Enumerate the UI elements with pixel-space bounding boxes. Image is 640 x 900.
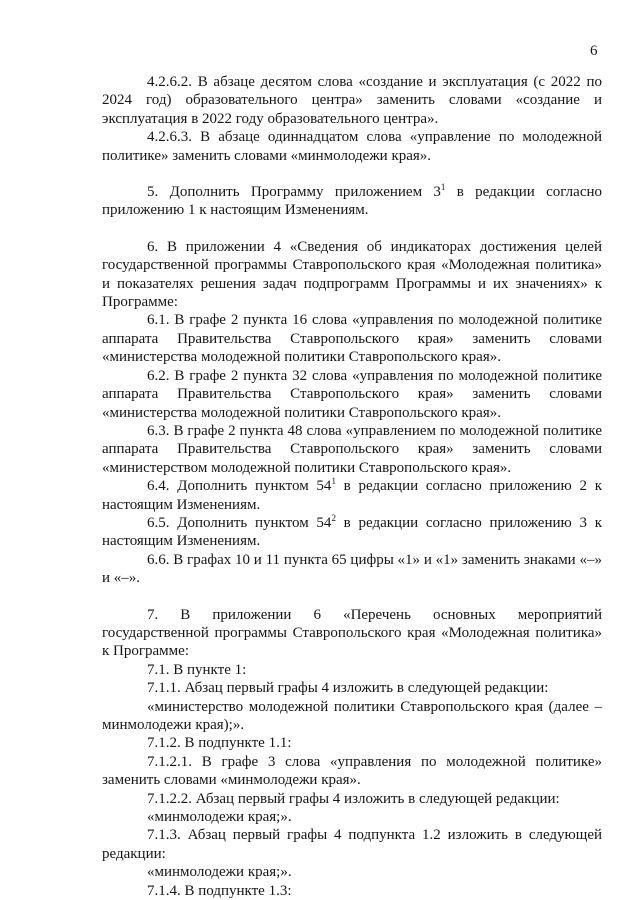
paragraph-7-1: 7.1. В пункте 1: — [147, 661, 247, 678]
paragraph-5 — [102, 183, 602, 220]
paragraph-text: 5. Дополнить Программу приложением 3 — [147, 184, 441, 201]
paragraph-6-6: 6.6. В графах 10 и 11 пункта 65 цифры «1» и «1» заменить знаками «–» и «–». — [102, 551, 602, 587]
paragraph-7-1-2: 7.1.2. В подпункте 1.1: — [147, 735, 292, 752]
blank-line — [102, 165, 602, 183]
paragraph-6-2: 6.2. В графе 2 пункта 32 слова «управления по молодежной политике аппарата Правительства Ставропольского края» заменить словами «министерства молодежной политики Ставропольского края». — [102, 367, 602, 421]
paragraph-7-1-4: 7.1.4. В подпункте 1.3: — [147, 882, 292, 899]
paragraph-4-2-6-2: 4.2.6.2. В абзаце десятом слова «создание и эксплуатация (с 2022 по 2024 год) образовательного центра» заменить словами «создание и эксплуатация в 2022 году образовательного центра». — [102, 74, 602, 127]
paragraph-quote-minmolodezhi-2: «минмолодежи края;». — [147, 864, 292, 881]
superscript-index: 1 — [331, 476, 336, 487]
paragraph-6-5 — [102, 514, 602, 551]
superscript-index: 1 — [440, 182, 446, 193]
paragraph-text: в редакции согласно приложению 2 к настоящим Изменениям. — [102, 478, 602, 513]
paragraph-6-3: 6.3. В графе 2 пункта 48 слова «управлением по молодежной политике аппарата Правительства Ставропольского края» заменить словами «министерством молодежной политики Ставропольского края». — [102, 422, 602, 476]
paragraph-7: 7. В приложении 6 «Перечень основных мероприятий государственной программы Ставропольского края «Молодежная политика» к Программе: — [102, 606, 602, 660]
paragraph-quote-minmolodezhi-1: «минмолодежи края;». — [147, 809, 292, 826]
page-number: 6 — [590, 43, 598, 59]
paragraph-7-1-3: 7.1.3. Абзац первый графы 4 подпункта 1.2 изложить в следующей редакции: — [102, 827, 602, 862]
blank-line — [102, 588, 602, 606]
paragraph-7-1-1: 7.1.1. Абзац первый графы 4 изложить в следующей редакции: — [147, 680, 549, 697]
paragraph-text: 6.5. Дополнить пунктом 54 — [147, 514, 332, 531]
paragraph-6: 6. В приложении 4 «Сведения об индикаторах достижения целей государственной программы Ставропольского края «Молодежная политика» и показателях решения задач подпрограмм Программы и их значениях» к Программе: — [102, 238, 602, 311]
document-body — [102, 73, 602, 900]
superscript-index: 2 — [331, 512, 336, 523]
paragraph-text: в редакции согласно приложению 3 к настоящим Изменениям. — [102, 514, 602, 550]
paragraph-4-2-6-3: 4.2.6.3. В абзаце одиннадцатом слова «управление по молодежной политике» заменить словами «минмолодежи края». — [102, 129, 602, 164]
paragraph-quote-ministry: «министерство молодежной политики Ставропольского края (далее – минмолодежи края);». — [102, 698, 602, 733]
paragraph-6-4 — [102, 477, 602, 514]
paragraph-text: в редакции согласно приложению 1 к настоящим Изменениям. — [102, 184, 603, 219]
paragraph-6-1: 6.1. В графе 2 пункта 16 слова «управления по молодежной политике аппарата Правительства Ставропольского края» заменить словами «министерства молодежной политики Ставропольского края». — [102, 312, 602, 366]
blank-line — [102, 220, 602, 238]
paragraph-text: 6.4. Дополнить пунктом 54 — [147, 478, 332, 495]
paragraph-7-1-2-2: 7.1.2.2. Абзац первый графы 4 изложить в следующей редакции: — [147, 790, 560, 807]
paragraph-7-1-2-1: 7.1.2.1. В графе 3 слова «управления по молодежной политике» заменить словами «минмолодежи края». — [102, 753, 602, 789]
